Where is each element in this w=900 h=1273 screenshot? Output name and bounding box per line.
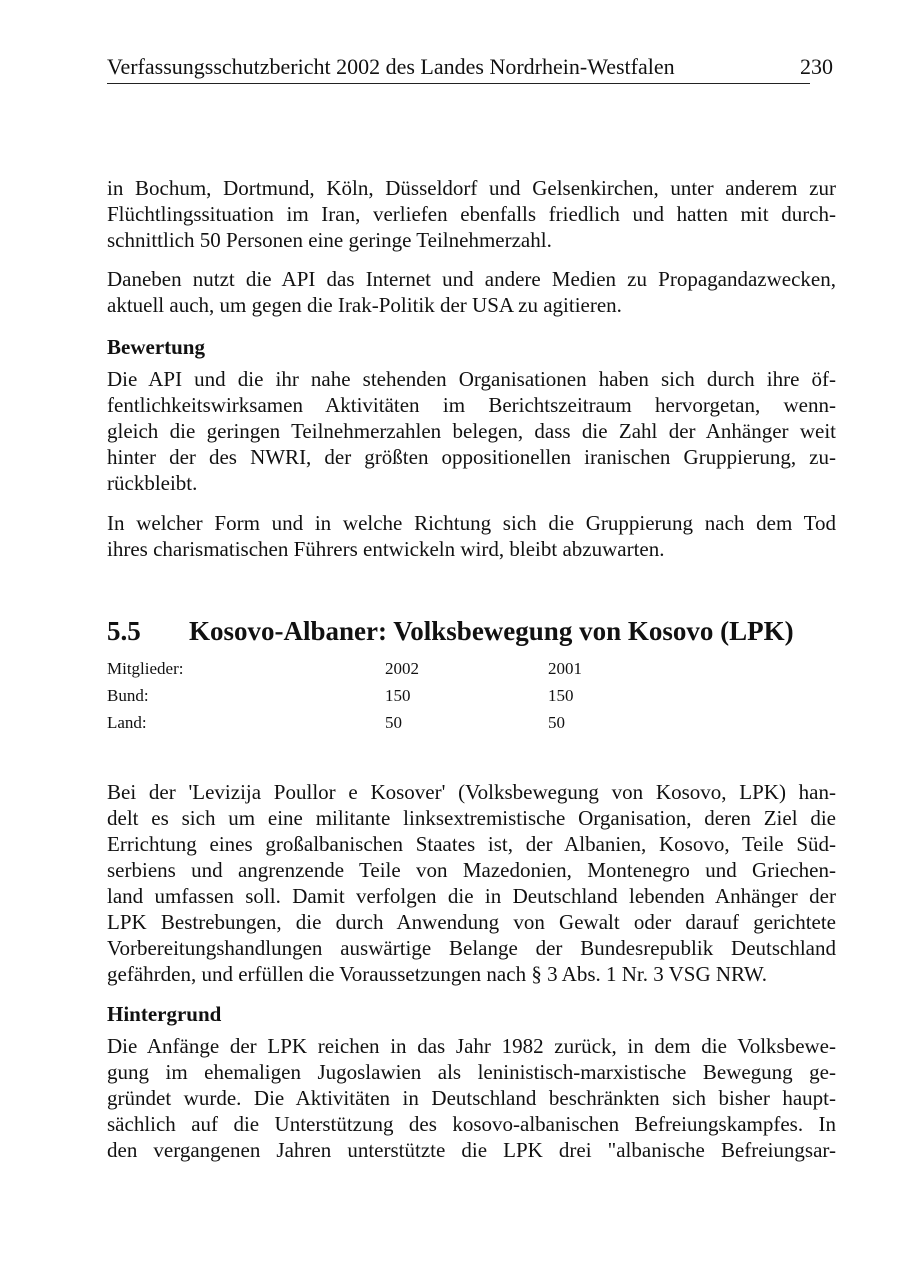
text-line: gründet wurde. Die Aktivitäten in Deutschland beschränkten sich bisher haupt- — [107, 1086, 836, 1110]
table-row — [107, 685, 667, 712]
membership-table — [107, 658, 667, 739]
text-line: Flüchtlingssituation im Iran, verliefen ebenfalls friedlich und hatten mit durch- — [107, 202, 836, 226]
text-line: Die Anfänge der LPK reichen in das Jahr 1982 zurück, in dem die Volksbewe- — [107, 1034, 836, 1058]
document-title: Verfassungsschutzbericht 2002 des Landes Nordrhein-Westfalen — [107, 54, 675, 79]
table-row — [107, 658, 667, 685]
paragraph-4 — [107, 510, 836, 562]
value-2002: 2002 — [385, 659, 419, 678]
table-row — [107, 712, 667, 739]
text-line: fentlichkeitswirksamen Aktivitäten im Berichtszeitraum hervorgetan, wenn- — [107, 393, 836, 417]
row-label: Bund: — [107, 686, 149, 705]
text-line: Errichtung eines großalbanischen Staates ist, der Albanien, Kosovo, Teile Süd- — [107, 832, 836, 856]
value-2001: 150 — [548, 686, 574, 705]
subheading-bewertung: Bewertung — [107, 335, 205, 359]
section-number: 5.5 — [107, 616, 141, 646]
text-line: hinter der des NWRI, der größten oppositionellen iranischen Gruppierung, zu- — [107, 445, 836, 469]
text-line: aktuell auch, um gegen die Irak-Politik der USA zu agitieren. — [107, 293, 622, 317]
text-line: Vorbereitungshandlungen auswärtige Belange der Bundesrepublik Deutschland — [107, 936, 836, 960]
text-line: delt es sich um eine militante linksextremistische Organisation, deren Ziel die — [107, 806, 836, 830]
paragraph-5 — [107, 779, 836, 987]
value-2001: 50 — [548, 713, 565, 732]
text-line: In welcher Form und in welche Richtung sich die Gruppierung nach dem Tod — [107, 511, 836, 535]
text-line: gleich die geringen Teilnehmerzahlen belegen, dass die Zahl der Anhänger weit — [107, 419, 836, 443]
text-line: gung im ehemaligen Jugoslawien als leninistisch-marxistische Bewegung ge- — [107, 1060, 836, 1084]
text-line: Die API und die ihr nahe stehenden Organisationen haben sich durch ihre öf- — [107, 367, 836, 391]
text-line: serbiens und angrenzende Teile von Mazedonien, Montenegro und Griechen- — [107, 858, 836, 882]
text-line: Daneben nutzt die API das Internet und andere Medien zu Propagandazwecken, — [107, 267, 836, 291]
value-2001: 2001 — [548, 659, 582, 678]
value-2002: 150 — [385, 686, 411, 705]
page-number: 230 — [800, 54, 833, 79]
text-line: ihres charismatischen Führers entwickeln wird, bleibt abzuwarten. — [107, 537, 665, 561]
text-line: Bei der 'Levizija Poullor e Kosover' (Volksbewegung von Kosovo, LPK) han- — [107, 780, 836, 804]
text-line: den vergangenen Jahren unterstützte die LPK drei "albanische Befreiungsar- — [107, 1138, 836, 1162]
text-line: land umfassen soll. Damit verfolgen die in Deutschland lebenden Anhänger der — [107, 884, 836, 908]
page-header — [107, 53, 810, 84]
text-line: gefährden, und erfüllen die Voraussetzungen nach § 3 Abs. 1 Nr. 3 VSG NRW. — [107, 962, 768, 986]
row-label: Land: — [107, 713, 147, 732]
text-line: in Bochum, Dortmund, Köln, Düsseldorf und Gelsenkirchen, unter anderem zur — [107, 176, 836, 200]
section-title: Kosovo-Albaner: Volksbewegung von Kosovo (LPK) — [189, 616, 794, 646]
text-line: LPK Bestrebungen, die durch Anwendung von Gewalt oder darauf gerichtete — [107, 910, 836, 934]
row-label: Mitglieder: — [107, 659, 184, 678]
paragraph-6 — [107, 1033, 836, 1163]
value-2002: 50 — [385, 713, 402, 732]
paragraph-2 — [107, 266, 836, 318]
paragraph-1 — [107, 175, 836, 253]
text-line: schnittlich 50 Personen eine geringe Teilnehmerzahl. — [107, 228, 552, 252]
subheading-hintergrund: Hintergrund — [107, 1002, 222, 1026]
text-line: rückbleibt. — [107, 471, 198, 495]
text-line: sächlich auf die Unterstützung des kosovo-albanischen Befreiungskampfes. In — [107, 1112, 836, 1136]
paragraph-3 — [107, 366, 836, 496]
